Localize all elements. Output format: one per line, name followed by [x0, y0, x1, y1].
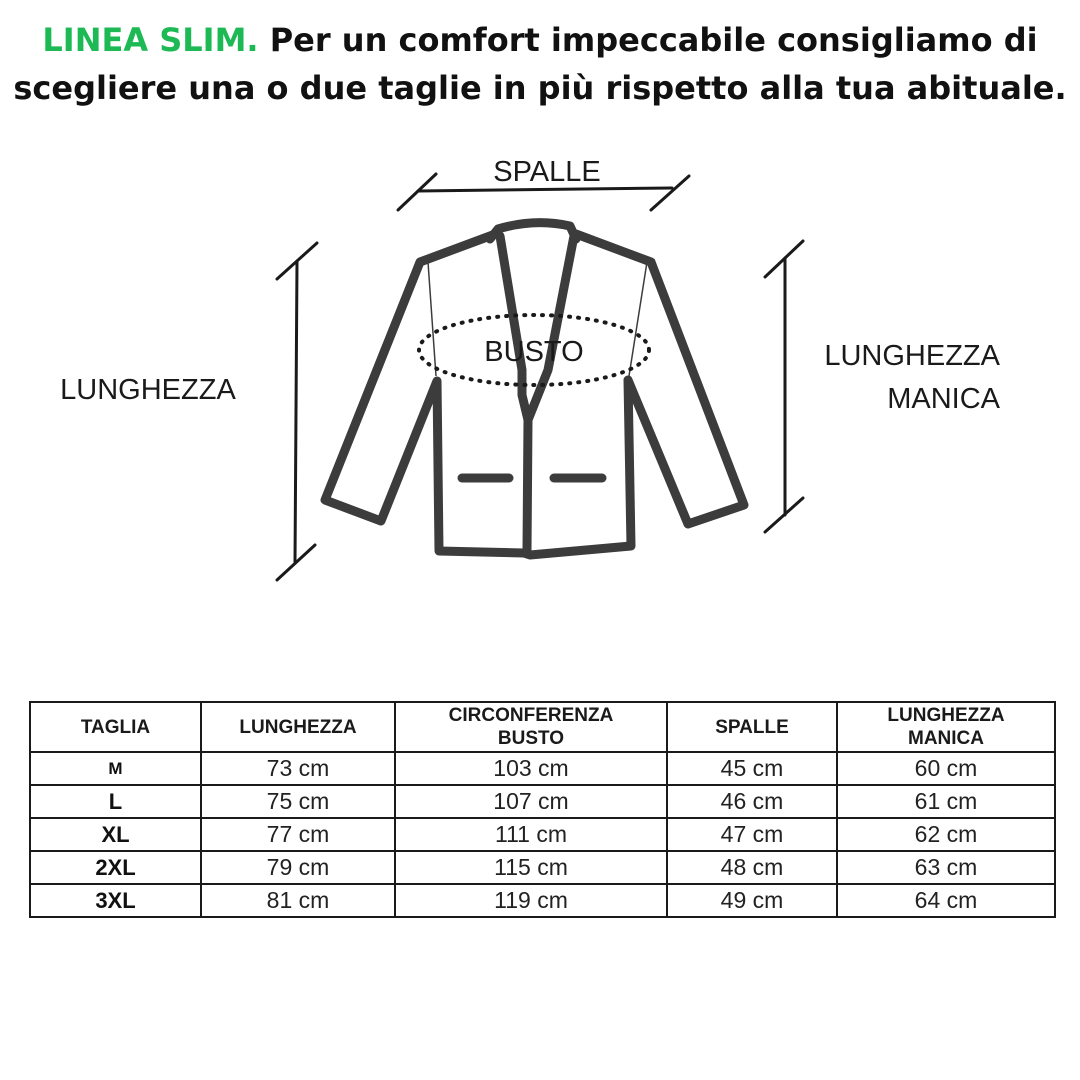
- table-row: [30, 752, 1055, 785]
- headline-accent: LINEA SLIM.: [42, 21, 259, 59]
- length-label: LUNGHEZZA: [60, 374, 236, 406]
- length-cell: 73 cm: [201, 752, 395, 785]
- length-cell: 79 cm: [201, 851, 395, 884]
- length-cell: 77 cm: [201, 818, 395, 851]
- sleeve-cell: 61 cm: [837, 785, 1055, 818]
- shoulders-cell: 45 cm: [667, 752, 837, 785]
- table-header-row: [30, 702, 1055, 752]
- header-length: LUNGHEZZA: [201, 702, 395, 752]
- size-cell: 3XL: [30, 884, 201, 917]
- shoulders-cell: 47 cm: [667, 818, 837, 851]
- length-cell: 75 cm: [201, 785, 395, 818]
- bust-cell: 103 cm: [395, 752, 667, 785]
- sleeve-cell: 62 cm: [837, 818, 1055, 851]
- headline-line1: Per un comfort impeccabile consigliamo di: [258, 21, 1038, 59]
- sleeve-label-line2: MANICA: [887, 383, 1000, 415]
- bust-label: BUSTO: [484, 336, 584, 368]
- header-sleeve: LUNGHEZZA MANICA: [837, 702, 1055, 752]
- size-cell: 2XL: [30, 851, 201, 884]
- headline-line2: scegliere una o due taglie in più rispetto alla tua abituale.: [13, 69, 1067, 107]
- shoulders-label: SPALLE: [493, 156, 601, 188]
- header-bust: CIRCONFERENZA BUSTO: [395, 702, 667, 752]
- shoulders-cell: 46 cm: [667, 785, 837, 818]
- size-cell: XL: [30, 818, 201, 851]
- bust-cell: 115 cm: [395, 851, 667, 884]
- sleeve-label-line1: LUNGHEZZA: [824, 340, 1000, 372]
- headline: [0, 16, 1080, 112]
- table-row: [30, 785, 1055, 818]
- sleeve-cell: 64 cm: [837, 884, 1055, 917]
- sleeve-cell: 63 cm: [837, 851, 1055, 884]
- sleeve-measure-line: [765, 241, 803, 532]
- length-measure-line: [277, 243, 317, 580]
- bust-cell: 119 cm: [395, 884, 667, 917]
- shoulders-cell: 49 cm: [667, 884, 837, 917]
- jacket-measurement-diagram: [0, 140, 1080, 600]
- table-row: [30, 884, 1055, 917]
- table-row: [30, 851, 1055, 884]
- size-cell: M: [30, 752, 201, 785]
- size-table: [29, 701, 1056, 918]
- length-cell: 81 cm: [201, 884, 395, 917]
- table-row: [30, 818, 1055, 851]
- header-size: TAGLIA: [30, 702, 201, 752]
- bust-cell: 111 cm: [395, 818, 667, 851]
- sleeve-cell: 60 cm: [837, 752, 1055, 785]
- size-cell: L: [30, 785, 201, 818]
- jacket-icon: [325, 223, 744, 555]
- bust-cell: 107 cm: [395, 785, 667, 818]
- shoulders-cell: 48 cm: [667, 851, 837, 884]
- header-shoulders: SPALLE: [667, 702, 837, 752]
